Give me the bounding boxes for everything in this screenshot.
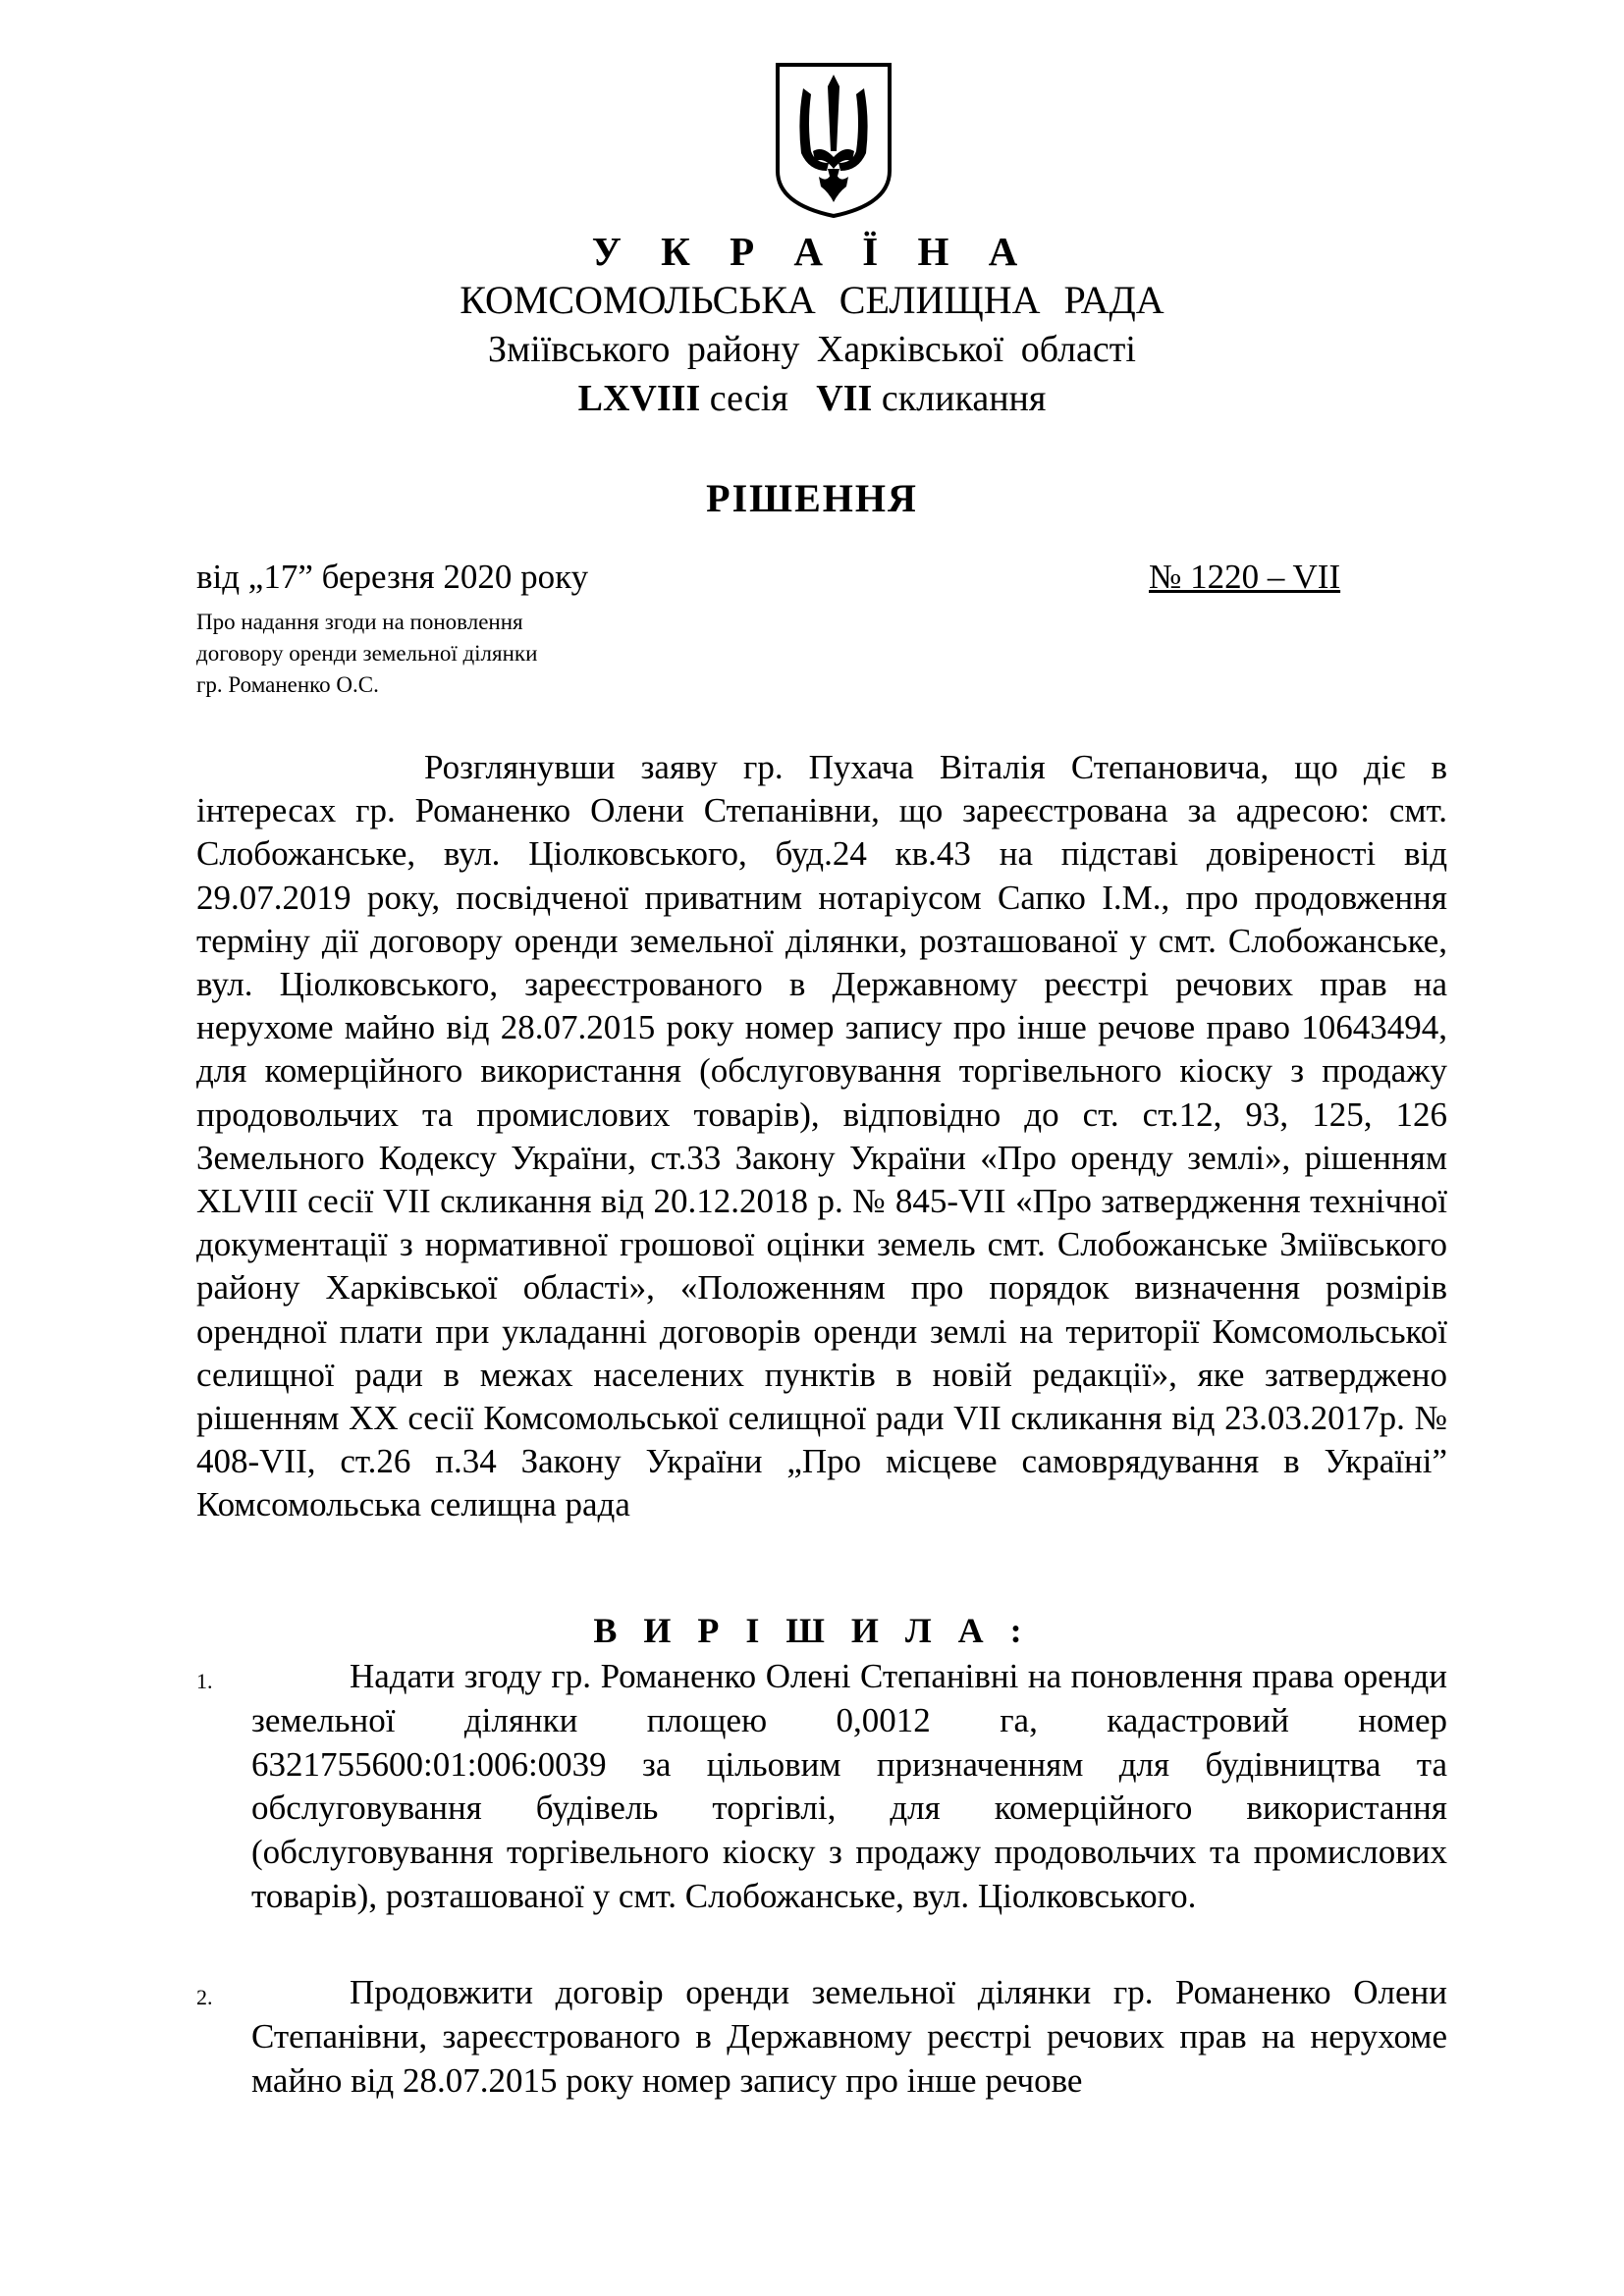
- district-line: Зміївського району Харківської області: [488, 329, 1136, 370]
- subject-line: гр. Романенко О.С.: [196, 672, 379, 697]
- item-number: 1.: [196, 1669, 213, 1693]
- document-title: РІШЕННЯ: [706, 476, 918, 520]
- item-text: Продовжити договір оренди земельної ділянки гр. Романенко Олени Степанівни, зареєстрованого в Державному реєстрі речових прав на нерухоме майно від 28.07.2015 року номер запису про інше речове: [251, 1973, 1447, 2100]
- subject-line: договору оренди земельної ділянки: [196, 641, 538, 666]
- session-label: сесія: [709, 378, 788, 419]
- item-text: Надати згоду гр. Романенко Олені Степанівні на поновлення права оренди земельної ділянки площею 0,0012 га, кадастровий номер 6321755600:01:006:0039 за цільовим призначенням для будівництва та обслуговування будівель торгівлі, для комерційного використання (обслуговування торгівельного кіоску з продажу продовольчих та промислових товарів), розташованої у смт. Слобожанське, вул. Ціолковського.: [251, 1657, 1447, 1915]
- decision-number: № 1220 – VII: [1149, 558, 1341, 596]
- session-number: LXVIII: [577, 378, 701, 419]
- decided-heading: В И Р І Ш И Л А :: [593, 1611, 1031, 1650]
- convocation-label: скликання: [881, 378, 1047, 419]
- decision-subject: [196, 607, 537, 701]
- coat-of-arms-icon: [774, 61, 893, 220]
- item-number: 2.: [196, 1985, 213, 2009]
- council-name: КОМСОМОЛЬСЬКА СЕЛИЩНА РАДА: [460, 278, 1164, 322]
- country-heading: У К Р А Ї Н А: [591, 229, 1033, 274]
- resolution-item: [196, 1655, 1447, 1919]
- decision-date: від „17” березня 2020 року: [196, 558, 589, 596]
- resolution-item: [196, 1971, 1447, 2103]
- preamble-paragraph: Розглянувши заяву гр. Пухача Віталія Степановича, що діє в інтересах гр. Романенко Олени Степанівни, що зареєстрована за адресою: смт. Слобожанське, вул. Ціолковського, буд.24 кв.43 на підставі довіреності від 29.07.2019 року, посвідченої приватним нотаріусом Сапко І.М., про продовження терміну дії договору оренди земельної ділянки, розташованої у смт. Слобожанське, вул. Ціолковського, зареєстрованого в Державному реєстрі речових прав на нерухоме майно від 28.07.2015 року номер запису про інше речове право 10643494, для комерційного використання (обслуговування торгівельного кіоску з продажу продовольчих та промислових товарів), відповідно до ст. ст.12, 93, 125, 126 Земельного Кодексу України, ст.33 Закону України «Про оренду землі», рішенням XLVIII сесії VII скликання від 20.12.2018 р. № 845-VII «Про затвердження технічної документації з нормативної грошової оцінки земель смт. Слобожанське Зміївського району Харківської області», «Положенням про порядок визначення розмірів орендної плати при укладанні договорів оренди землі на території Комсомольської селищної ради в межах населених пунктів в новій редакції», яке затверджено рішенням ХХ сесії Комсомольської селищної ради VII скликання від 23.03.2017р. № 408-VII, ст.26 п.34 Закону України „Про місцеве самоврядування в Україні” Комсомольська селищна рада: [196, 748, 1447, 1524]
- session-line: [0, 377, 1624, 420]
- convocation-number: VII: [816, 378, 873, 419]
- subject-line: Про надання згоди на поновлення: [196, 610, 523, 634]
